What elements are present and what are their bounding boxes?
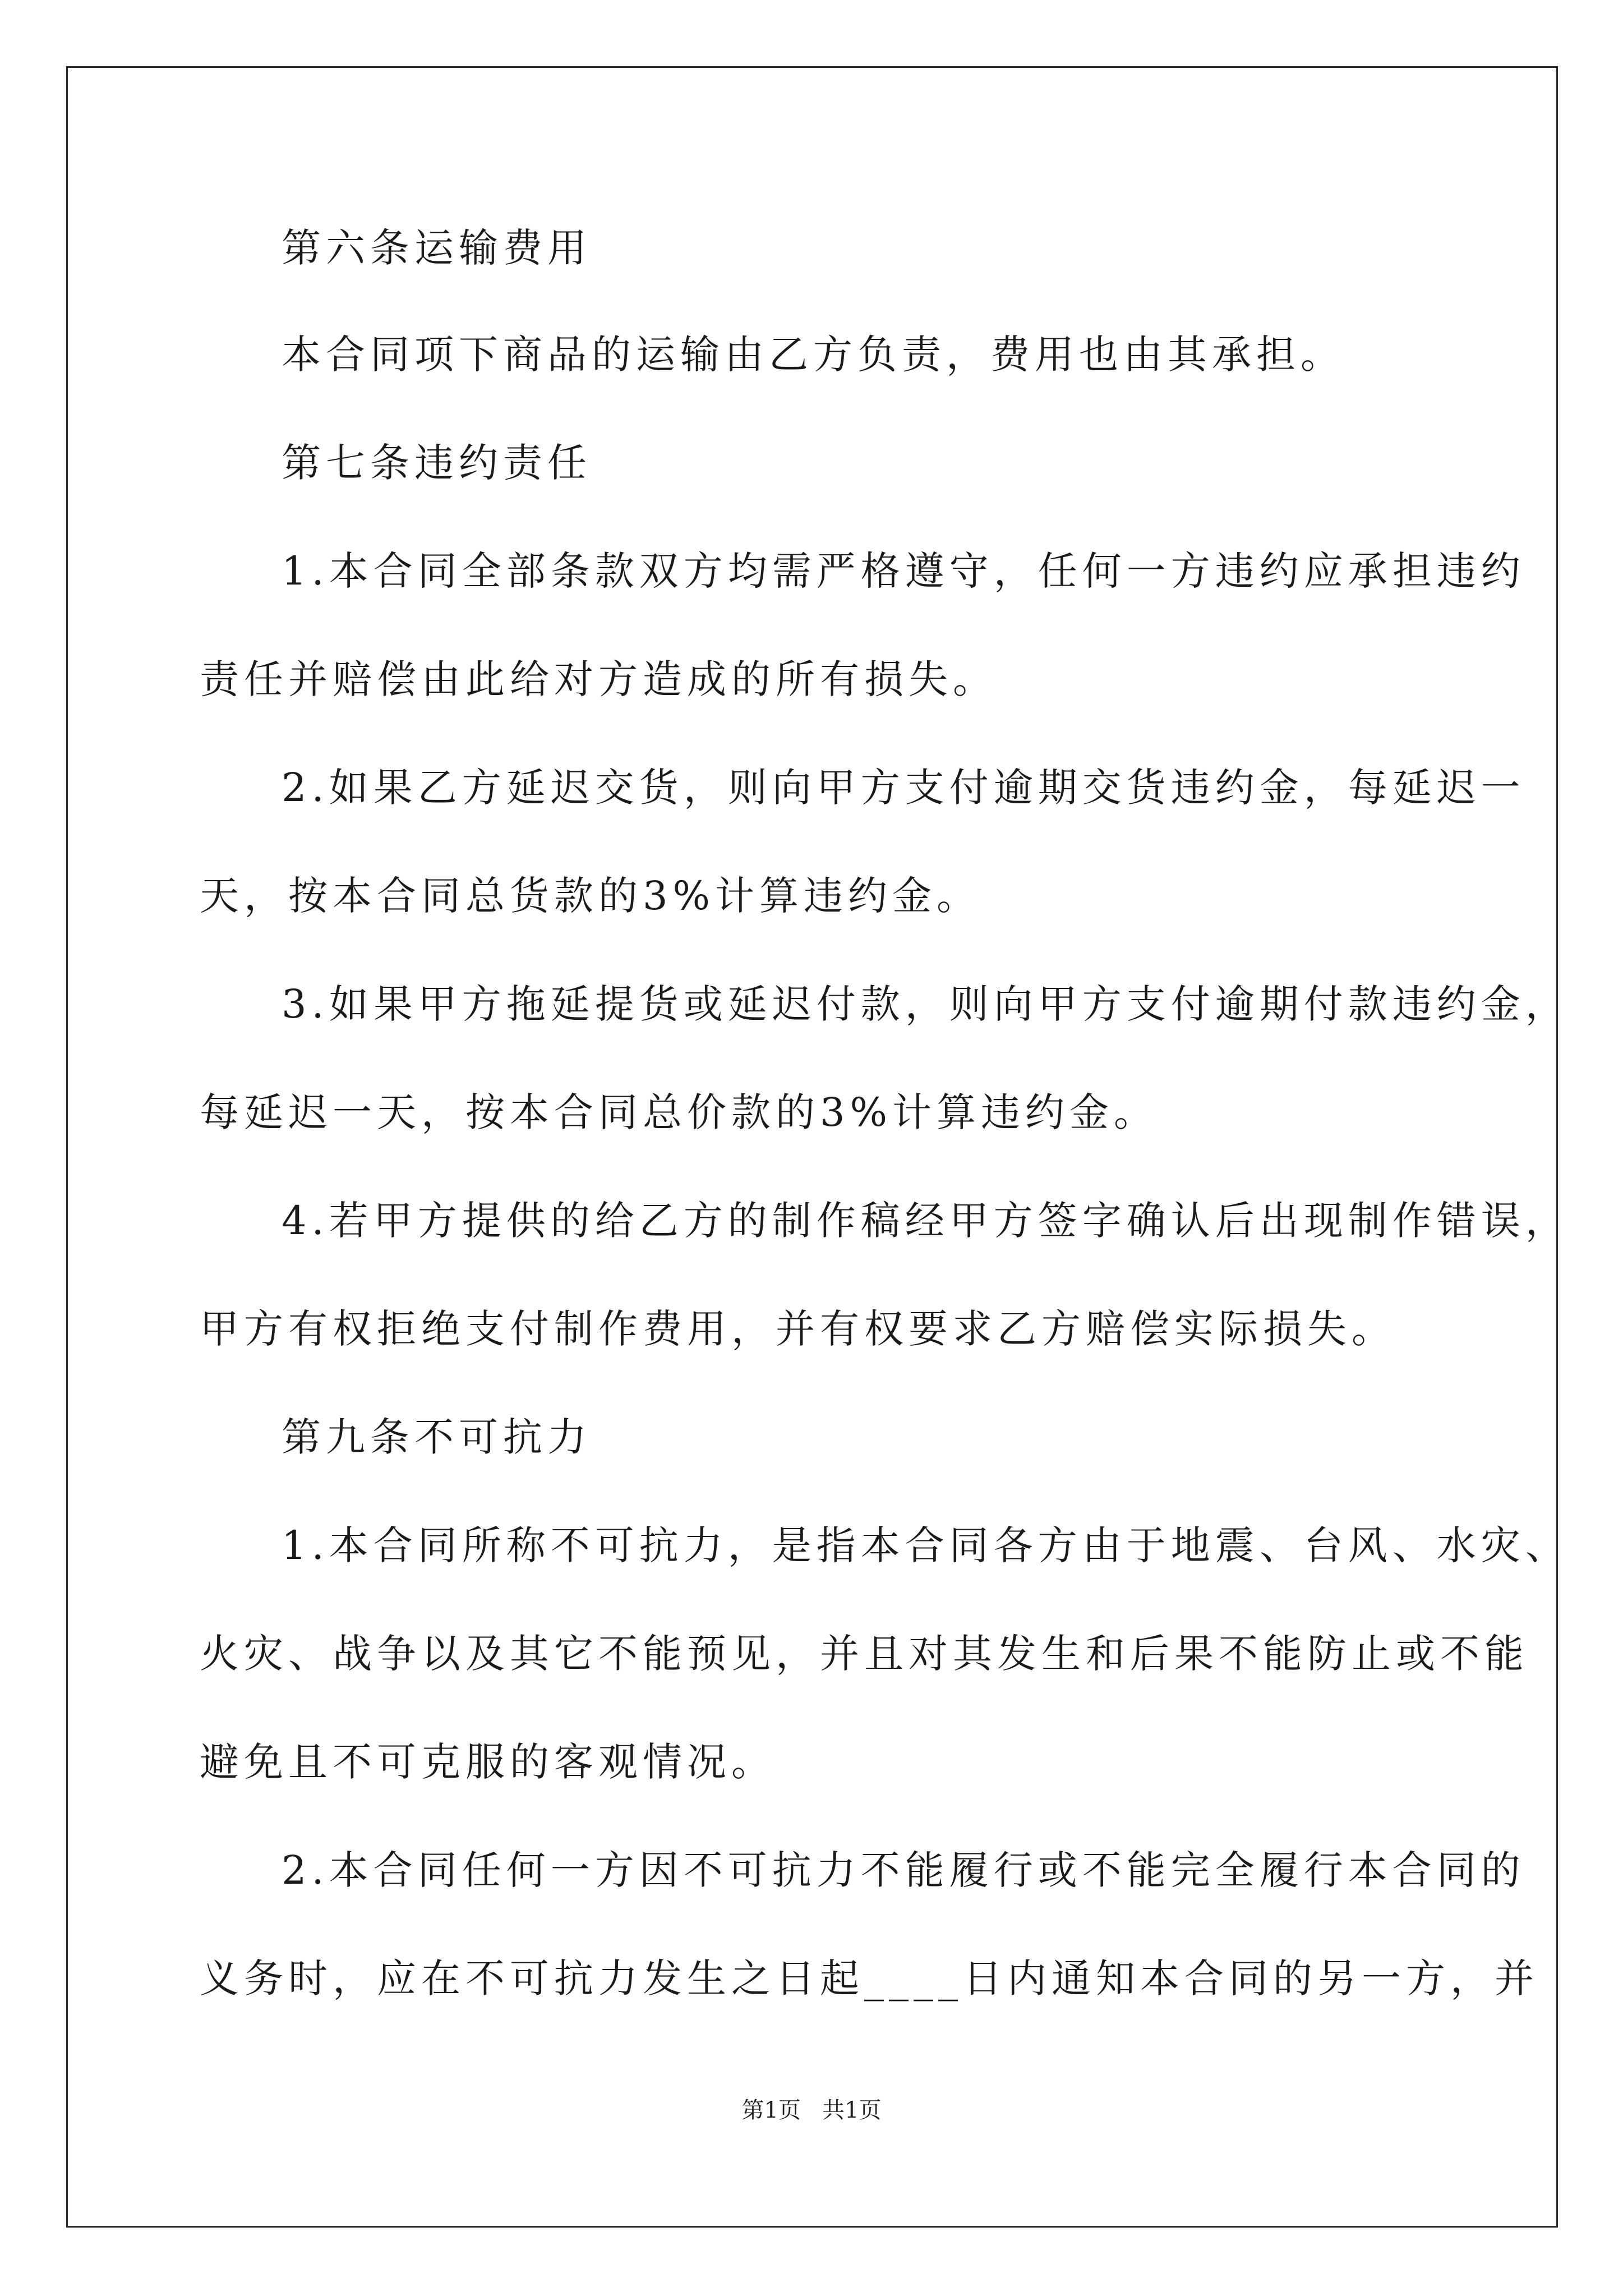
clause-7-1-line-1: 1.本合同全部条款双方均需严格遵守，任何一方违约应承担违约 bbox=[282, 548, 1525, 594]
article-6-text: 本合同项下商品的运输由乙方负责，费用也由其承担。 bbox=[282, 332, 1345, 378]
clause-7-4-line-2: 甲方有权拒绝支付制作费用，并有权要求乙方赔偿实际损失。 bbox=[200, 1306, 1396, 1352]
article-6-heading: 第六条运输费用 bbox=[282, 225, 592, 271]
clause-7-2-line-2: 天，按本合同总货款的3%计算违约金。 bbox=[200, 873, 981, 919]
clause-9-1-line-1: 1.本合同所称不可抗力，是指本合同各方由于地震、台风、水灾、 bbox=[282, 1522, 1570, 1568]
clause-7-2-line-1: 2.如果乙方延迟交货，则向甲方支付逾期交货违约金，每延迟一 bbox=[282, 765, 1525, 811]
clause-7-3-line-2: 每延迟一天，按本合同总价款的3%计算违约金。 bbox=[200, 1089, 1159, 1135]
clause-9-2-line-1: 2.本合同任何一方因不可抗力不能履行或不能完全履行本合同的 bbox=[282, 1847, 1525, 1893]
article-9-heading: 第九条不可抗力 bbox=[282, 1414, 592, 1460]
clause-7-1-line-2: 责任并赔偿由此给对方造成的所有损失。 bbox=[200, 656, 997, 702]
page-number: 第1页 共1页 bbox=[741, 2097, 882, 2123]
clause-9-1-line-2: 火灾、战争以及其它不能预见，并且对其发生和后果不能防止或不能 bbox=[200, 1631, 1529, 1677]
clause-9-2-line-2: 义务时，应在不可抗力发生之日起____日内通知本合同的另一方，并 bbox=[200, 1955, 1539, 2001]
clause-9-1-line-3: 避免且不可克服的客观情况。 bbox=[200, 1739, 776, 1785]
page-footer bbox=[0, 2099, 1623, 2122]
article-7-heading: 第七条违约责任 bbox=[282, 440, 592, 486]
clause-7-3-line-1: 3.如果甲方拖延提货或延迟付款，则向甲方支付逾期付款违约金， bbox=[282, 981, 1570, 1027]
page-border bbox=[66, 66, 1558, 2228]
clause-7-4-line-1: 4.若甲方提供的给乙方的制作稿经甲方签字确认后出现制作错误， bbox=[282, 1198, 1570, 1244]
